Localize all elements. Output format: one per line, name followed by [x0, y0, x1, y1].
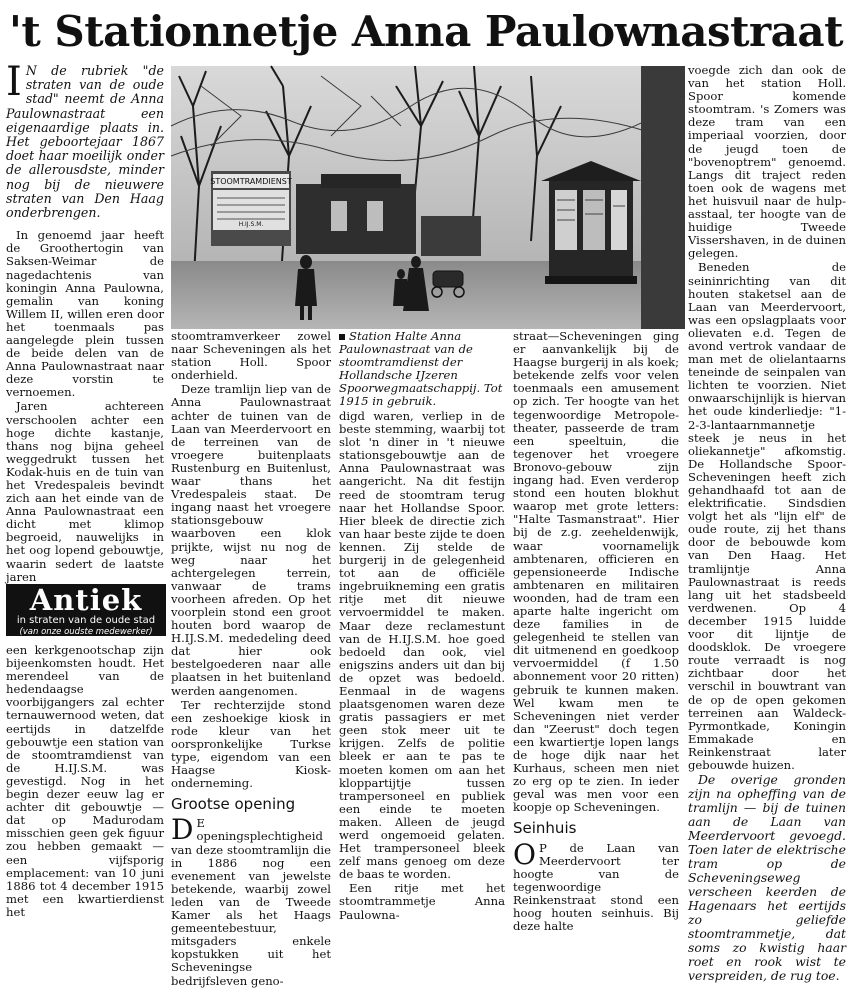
subhead-seinhuis: Seinhuis [513, 819, 577, 838]
station-sign-text: STOOMTRAMDIENST [210, 177, 292, 186]
subhead-grootse-opening: Grootse opening [171, 795, 296, 814]
logo-word: Antiek [29, 583, 143, 617]
paragraph: Deze tramlijn liep van de Anna Paulownastraat achter de tuinen van de Laan van Meerdervoort en de terreinen van de vroegere buitenplaats Rustenburg en Buitenlust, waar thans het Vredespaleis staat. De ingang naast het vroegere stationsgebouw waarboven een klok prijkte, wijst nu nog de weg naar het achtergelegen terrein, vanwaar de trams voorheen afreden. Op het voorplein stond een groot houten bord waarop de H.IJ.S.M. mededeling deed dat hier ook bestelgoederen naar alle plaatsen in het buitenland werden aangenomen. [171, 382, 331, 698]
intro-paragraph [6, 59, 164, 221]
station-photo [171, 66, 685, 329]
photo-caption [339, 330, 507, 409]
intro-dropcap: I [6, 59, 22, 105]
station-photo-illustration [171, 66, 685, 329]
paragraph: Een ritje met het stoomtrammetje Anna Paulowna- [339, 881, 505, 922]
paragraph: Beneden de seininrichting van dit houten staketsel aan de Laan van Meerdervoort, was een opslagplaats voor olievaten e.d. Tegen de avond vertrok vandaar de man met de olielantaarns teneinde de seinpalen van lichten te voorzien. Niet onwaarschijnlijk is hiervan het oude kinderliedje: "1-2-3-lantaarnmannetje steek je neus in het oliekannetje" afkomstig. De Hollandsche Spoor-Scheveningen heeft zich gehandhaafd tot aan de elektrificatie. Sindsdien volgt het als "lijn elf" de oude route, zij het thans door de bebouwde kom van Den Haag. Het tramlijntje Anna Paulownastraat is reeds lang uit het stadsbeeld verdwenen. Op 4 december 1915 luidde voor dit lijntje de doodsklok. De vroegere route verraadt is nog zichtbaar door het verschil in bouwtrant van de op de open gekomen terreinen aan Waldeck-Pyrmontkade, Koningin Emmakade en Reinkenstraat later gebouwde huizen. [688, 260, 846, 772]
intro-text: N de rubriek "de straten van de oude stad" neemt de Anna Paulownastraat een eigenaardige plaats in. Het geboortejaar 1867 doet haar moeilijk onder de allerousdste, minder nog bij de nieuwere straten van Den Haag onderbrengen. [6, 63, 164, 221]
paragraph: voegde zich dan ook de van het station Holl. Spoor komende stoomtram. 's Zomers was deze tram van een imperiaal voorzien, door de jeugd toen de "bovenoptrem" genoemd. Langs dit traject reden toen ook de wagens met het huisvuil naar de hulp-asstaal, ter hoogte van de huidige Tweede Vissershaven, in de duinen gelegen. [688, 63, 846, 261]
closing-italic-paragraph: De overige gronden zijn na opheffing van de tramlijn — bij de tuinen aan de Laan van Meerdervoort gevoegd. Toen later de elektrische tram op de Scheveningseweg verscheen keerden de Hagenaars het eertijds zo geliefde stoomtrammetje, dat soms zo kwistig haar roet en rook wist te verspreiden, de rug toe. [688, 772, 846, 984]
caption-text: Station Halte Anna Paulownastraat van de stoomtramdienst der Hollandsche IJzeren Spoorwegmaatschappij. Tot 1915 in gebruik. [339, 329, 503, 409]
column-5 [688, 63, 846, 984]
antiek-rubric-logo [6, 584, 166, 636]
paragraph-text: E openingsplechtigheid van deze stoomtramlijn die in 1886 nog een evenement van jewelste betekende, waarbij zowel leden van de Tweede Kamer als het Haags gemeentebestuur, mitsgaders enkele kopstukken uit het Scheveningse bedrijfsleven geno- [171, 816, 331, 988]
paragraph [171, 813, 331, 988]
dropcap: O [513, 837, 536, 871]
column-1 [6, 59, 164, 584]
paragraph: Jaren achtereen verschoolen achter een hoge dichte kastanje, thans nog bijna geheel weggedrukt tussen het Kodak-huis en de tuin van het Vredespaleis bevindt zich aan het einde van de Anna Paulownastraat een dicht met klimop begroeid, nauwelijks in het oog lopend gebouwtje, waarin sedert de laatste jaren [6, 399, 164, 584]
paragraph: straat—Scheveningen ging er aanvankelijk bij de Haagse burgerij in als koek; betekende zelfs voor velen toenmaals een amusement op zich. Ter hoogte van het tegenwoordige Metropole-theater, passeerde de tram een speeltuin, die tegenover het vroegere Bronovo-gebouw zijn ingang had. Even verderop stond een houten blokhut waarop met grote letters: "Halte Tasmanstraat". Hier bij de z.g. zeeheldenwijk, waar voornamelijk ambtenaren, officieren en gepensioneerde Indische ambtenaren en militairen woonden, had de tram een aparte halte ingericht om deze families in de gelegenheid te stellen van dit uitmenend en goedkoop vervoermiddel (f 1.50 abonnement voor 20 ritten) gebruik te kunnen maken. Wel kwam men te Scheveningen niet verder dan "Zeerust" doch tegen een kwartiertje lopen langs de hoge dijk naar het Kurhaus, scheen men niet zo erg op te zien. In ieder geval was men voor een koopje op Scheveningen. [513, 329, 680, 815]
logo-subtitle: in straten van de oude stad [16, 615, 156, 626]
paragraph: stoomtramverkeer zowel naar Scheveningen als het station Holl. Spoor onderhield. [171, 329, 331, 383]
column-1-continued [6, 643, 164, 919]
dropcap: D [171, 813, 194, 847]
paragraph: Ter rechterzijde stond een zeshoekige kiosk in rode kleur van het oorspronkelijke Turkse type, eigendom van een Haagse Kiosk-onderneming. [171, 697, 331, 791]
paragraph [513, 837, 679, 934]
column-2 [171, 329, 331, 988]
caption-bullet-icon [339, 334, 345, 340]
logo-byline: (van onze oudste medewerker) [19, 627, 153, 637]
column-3 [339, 409, 505, 922]
station-sign-small: H.IJ.S.M. [238, 221, 264, 228]
paragraph: digd waren, verliep in de beste stemming, waarbij tot slot 'n diner in 't nieuwe stationsgebouwtje aan de Anna Paulownastraat was aangericht. Na dit festijn reed de stoomtram terug naar het Hollandse Spoor. Hier bleek de directie zich van haar beste zijde te doen kennen. Zij stelde de burgerij in de gelegenheid tot aan de officiële ingebruikneming een gratis ritje met dit nieuwe vervoermiddel te maken. Maar deze reclamestunt van de H.IJ.S.M. hoe goed bedoeld dan ook, viel enigszins anders uit dan bij de opzet was bedoeld. Eenmaal in de wagens plaatsgenomen waren deze gratis passagiers er met geen stok meer uit te krijgen. Zelfs de politie bleek er aan te pas te moeten komen om aan het kloppartijtje tussen trampersoneel en publiek een einde te moeten maken. Alleen de jeugd werd ongemoeid gelaten. Het trampersoneel bleek zelf mans genoeg om deze de baas te worden. [339, 409, 505, 882]
column-4 [513, 329, 680, 934]
paragraph: een kerkgenootschap zijn bijeenkomsten houdt. Het merendeel van de hedendaagse voorbijgangers zal echter ternauwernood weten, dat eertijds in datzelfde gebouwtje een station van de stoomtramdienst van de H.IJ.S.M. was gevestigd. Nog in het begin dezer eeuw lag er achter dit gebouwtje — dat op Madurodam misschien geen gek figuur zou hebben gemaakt — een vijfsporig emplacement: van 10 juni 1886 tot 4 december 1915 met een kwartierdienst het [6, 643, 164, 919]
paragraph: In genoemd jaar heeft de Groothertogin van Saksen-Weimar de nagedachtenis van koningin Anna Paulowna, gemalin van koning Willem II, willen eren door het toenmaals pas aangelegde plein tussen de beide delen van de Anna Paulownastraat naar deze vorstin te vernoemen. [6, 228, 164, 400]
paragraph-text: P de Laan van Meerdervoort ter hoogte van de tegenwoordige Reinkenstraat stond een hoog houten seinhuis. Bij deze halte [513, 840, 679, 934]
article-headline: 't Stationnetje Anna Paulownastraat [8, 7, 843, 56]
